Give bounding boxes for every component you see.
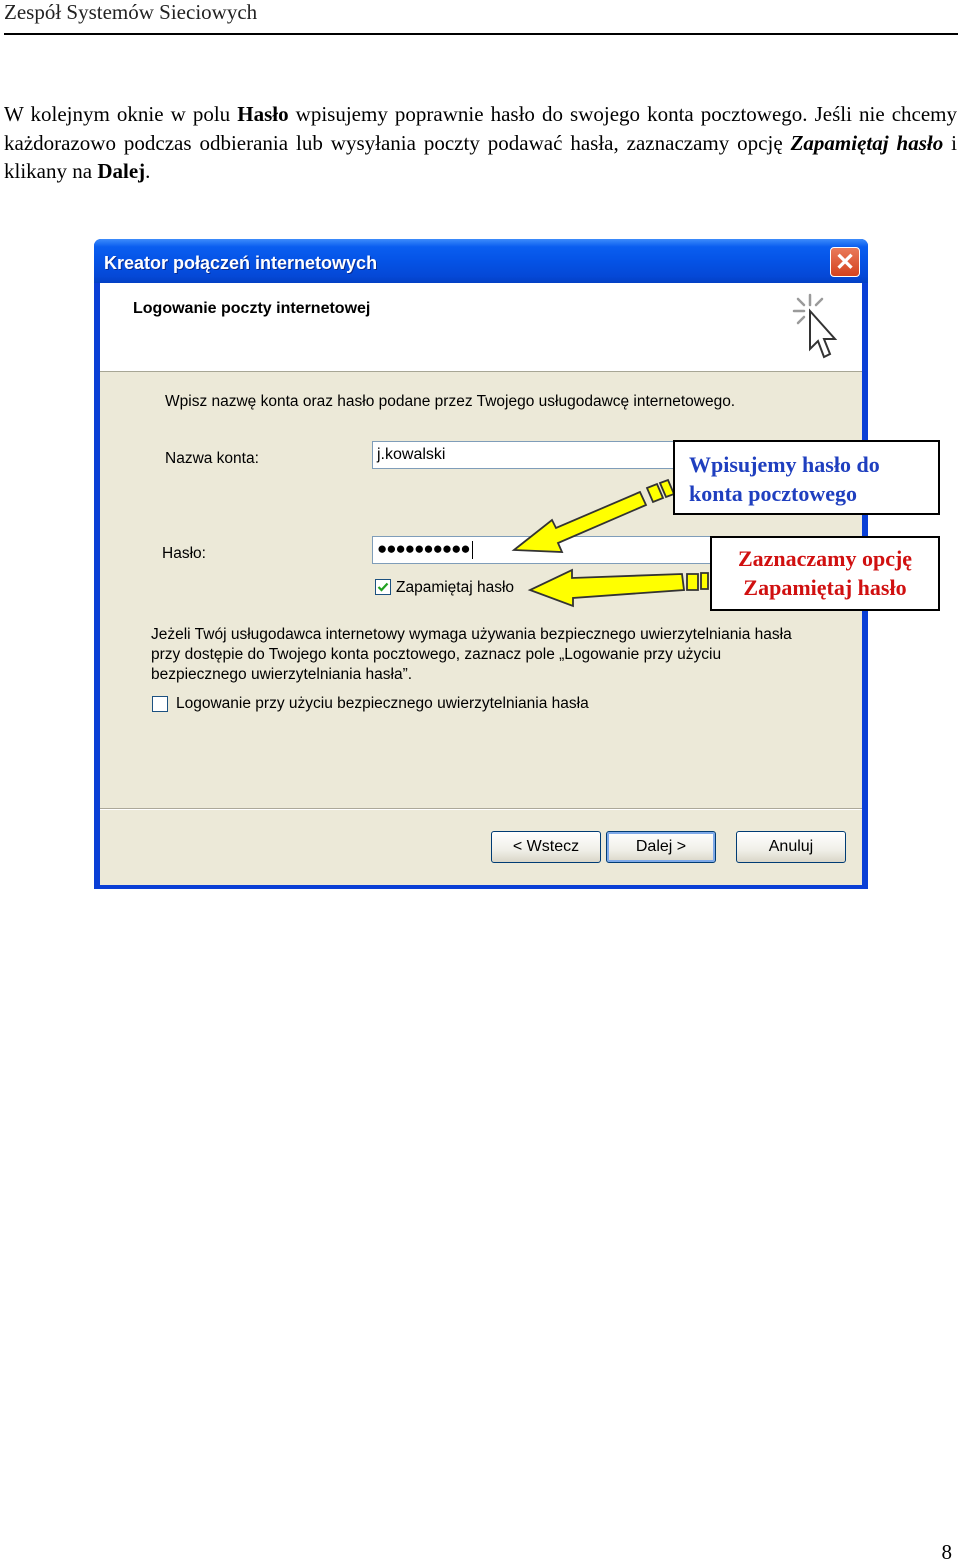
intro-bold-dalej: Dalej [97,159,146,183]
password-callout: Wpisujemy hasło do konta pocztowego [673,440,940,515]
remember-callout-line1: Zaznaczamy opcję [737,546,913,571]
secure-auth-label[interactable]: Logowanie przy użyciu bezpiecznego uwierzytelniania hasła [176,695,589,712]
text-caret [472,541,473,559]
intro-text-4: . [145,159,151,183]
close-button[interactable] [830,247,860,277]
account-label: Nazwa konta: [165,450,259,467]
remember-callout [710,536,940,611]
section-title: Logowanie poczty internetowej [133,300,371,317]
intro-bold-haslo: Hasło [237,102,289,126]
cancel-button[interactable]: Anuluj [736,831,846,863]
back-button[interactable]: < Wstecz [491,831,601,863]
header-rule [4,33,958,35]
secure-auth-checkbox[interactable] [152,696,168,712]
password-input[interactable] [372,536,712,564]
button-separator [100,808,862,810]
close-icon: ✕ [834,248,856,276]
page-header: Zespół Systemów Sieciowych [4,0,258,24]
title-bar[interactable] [94,239,868,283]
intro-paragraph [4,100,957,186]
instruction-text: Wpisz nazwę konta oraz hasło podane przez Twojego usługodawcę internetowego. [165,393,736,410]
next-button[interactable]: Dalej > [606,831,716,863]
window-title: Kreator połączeń internetowych [104,253,378,273]
intro-text-3: i klikany na [4,130,957,183]
remember-password-checkbox[interactable] [375,579,391,595]
intro-text-2: wpisujemy poprawnie hasło do swojego konta pocztowego. Jeśli nie chcemy każdorazowo podczas odbierania lub wysyłania poczty podawać hasła, zaznaczamy opcję [4,102,958,155]
checkmark-icon [377,581,389,593]
wizard-header-band [100,283,862,372]
wizard-cursor-icon [788,291,844,369]
intro-italic-zapamietaj: Zapamiętaj hasło [790,130,944,155]
password-mask: ●●●●●●●●●● [377,539,470,558]
account-name-input[interactable] [372,441,692,469]
intro-text-1: W kolejnym oknie w polu [4,102,238,126]
page-number: 8 [941,1540,952,1564]
secure-auth-description: Jeżeli Twój usługodawca internetowy wymaga używania bezpiecznego uwierzytelniania hasła przy dostępie do Twojego konta pocztowego, zaznacz pole „Logowanie przy użyciu bezpiecznego uwierzytelniania hasła”. [151,626,792,683]
remember-password-label[interactable]: Zapamiętaj hasło [396,579,515,596]
password-label: Hasło: [162,545,206,562]
account-name-value: j.kowalski [377,446,446,463]
remember-callout-line2: Zapamiętaj hasło [743,575,907,600]
